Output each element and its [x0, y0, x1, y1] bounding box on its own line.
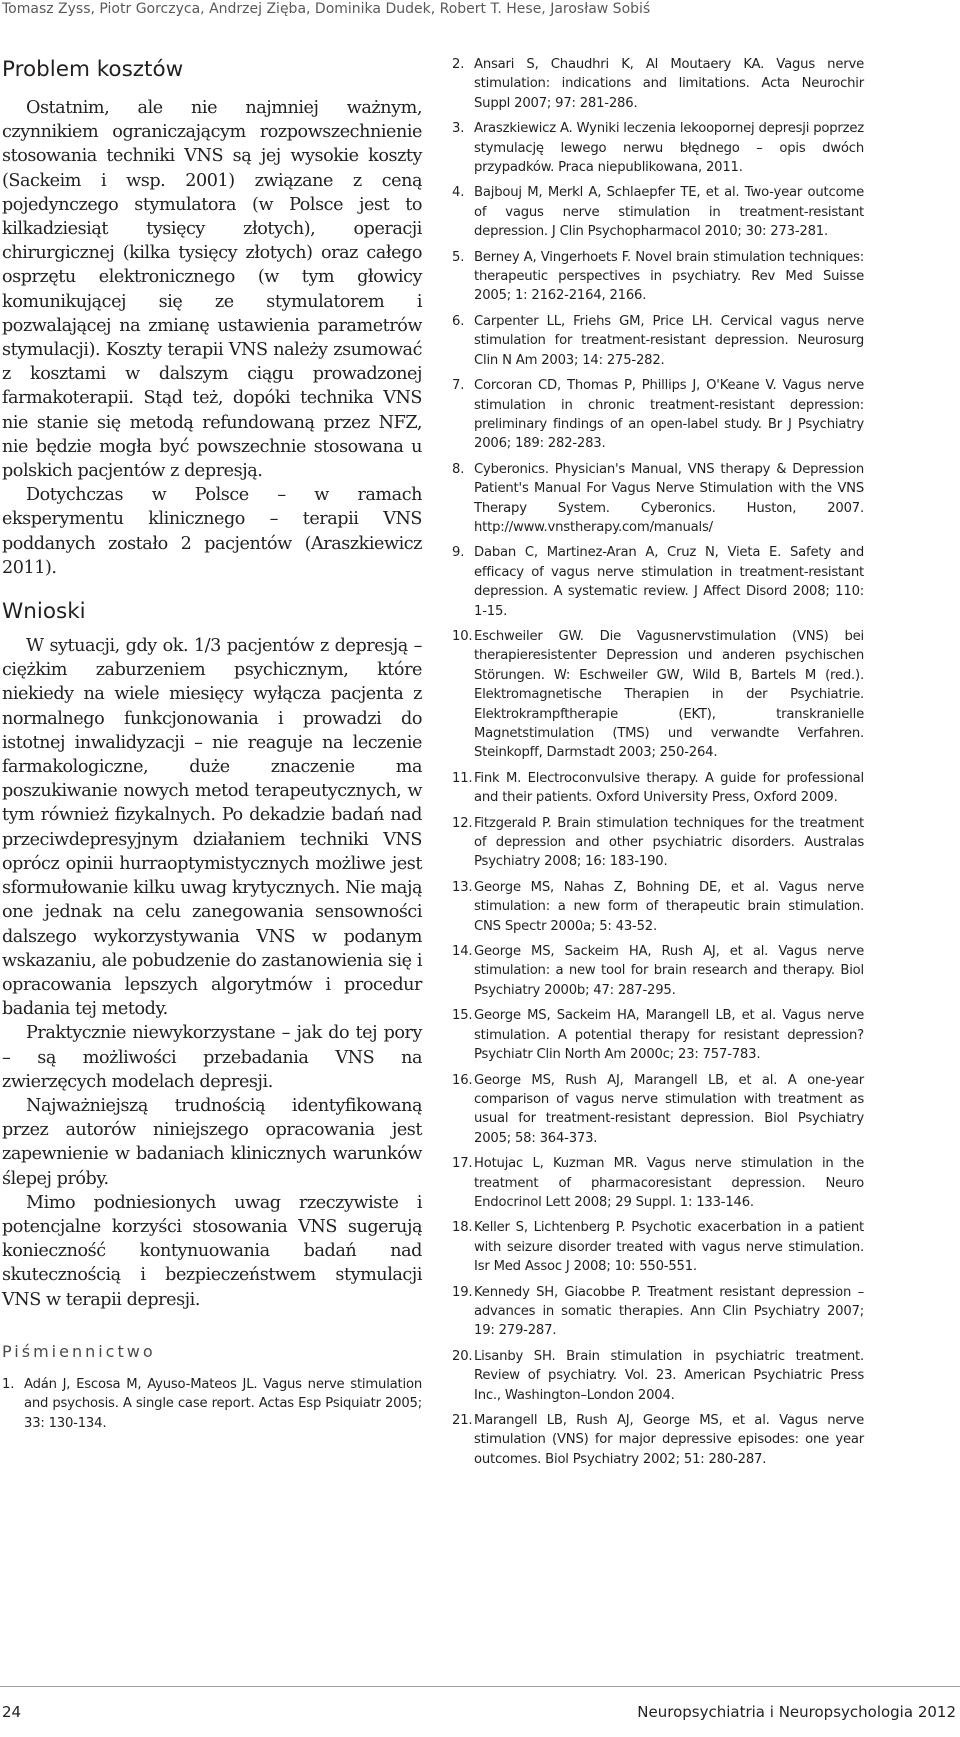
section-title-conclusions: Wnioski: [2, 599, 86, 625]
reference-item: [452, 814, 864, 872]
reference-item: [452, 312, 864, 370]
reference-text: Keller S, Lichtenberg P. Psychotic exacerbation in a patient with seizure disorder treated with vagus nerve stimulation. Isr Med Assoc J 2008; 10: 550-551.: [474, 1220, 864, 1275]
reference-number: 16.: [452, 1072, 473, 1088]
paragraph: Najważniejszą trudnością identyfikowaną przez autorów niniejszego opracowania jest zapewnienie w badaniach klinicznych warunków ślepej próby.: [2, 1095, 422, 1189]
reference-item: [452, 627, 864, 763]
reference-item: [452, 769, 864, 808]
reference-item: [452, 183, 864, 241]
reference-number: 6.: [452, 313, 465, 329]
reference-item: [452, 376, 864, 454]
reference-number: 19.: [452, 1284, 473, 1300]
reference-text: Hotujac L, Kuzman MR. Vagus nerve stimulation in the treatment of pharmacoresistant depression. Neuro Endocrinol Lett 2008; 29 Suppl. 1: 133-146.: [474, 1156, 864, 1210]
reference-number: 15.: [452, 1008, 473, 1024]
reference-item: [452, 1283, 864, 1341]
reference-item: [452, 1071, 864, 1149]
reference-text: Corcoran CD, Thomas P, Phillips J, O'Keane V. Vagus nerve stimulation in chronic treatment-resistant depression: preliminary findings of an open-label study. Br J Psychiatry 2006; 189: 282-283.: [474, 378, 864, 452]
reference-item: [452, 1347, 864, 1405]
paragraph: Ostatnim, ale nie najmniej ważnym, czynnikiem ograniczającym rozpowszechnienie stosowania techniki VNS są jej wysokie koszty (Sackeim i wsp. 2001) związane z ceną pojedynczego stymulatora (w Polsce jest to kilkadziesiąt tysięcy złotych), operacji chirurgicznej (kilka tysięcy złotych) oraz całego osprzętu elektronicznego (w tym głowicy komunikującej się ze stymulatorem i pozwalającej na zmianę ustawienia parametrów stymulacji). Koszty terapii VNS należy zsumować z kosztami w dalszym ciągu prowadzonej farmakoterapii. Stąd też, dopóki technika VNS nie stanie się metodą refundowaną przez NFZ, nie będzie mogła być powszechnie stosowana u polskich pacjentów z depresją.: [2, 98, 422, 482]
reference-number: 18.: [452, 1220, 473, 1236]
reference-number: 5.: [452, 249, 465, 265]
reference-number: 20.: [452, 1348, 473, 1364]
reference-item: [452, 1411, 864, 1469]
reference-item: [2, 1375, 422, 1433]
reference-text: Fitzgerald P. Brain stimulation techniques for the treatment of depression and other psychiatric disorders. Australas Psychiatry 2008; 16: 183-190.: [474, 815, 864, 870]
reference-number: 21.: [452, 1413, 473, 1428]
paragraph: Mimo podniesionych uwag rzeczywiste i potencjalne korzyści stosowania VNS sugerują konieczność kontynuowania badań nad skutecznością i bezpieczeństwem stymulacji VNS w terapii depresji.: [2, 1192, 422, 1310]
reference-number: 7.: [452, 378, 465, 394]
reference-item: [452, 248, 864, 306]
reference-number: 10.: [452, 628, 473, 644]
reference-text: Araszkiewicz A. Wyniki leczenia lekoopornej depresji poprzez stymulację lewego nerwu błędnego – opis dwóch przypadków. Praca niepublikowana, 2011.: [474, 121, 864, 176]
reference-item: [452, 942, 864, 1000]
reference-number: 14.: [452, 944, 473, 960]
footer-divider: [0, 1686, 960, 1687]
reference-item: [452, 543, 864, 621]
reference-text: Fink M. Electroconvulsive therapy. A guide for professional and their patients. Oxford University Press, Oxford 2009.: [474, 770, 864, 806]
running-header-authors: Tomasz Zyss, Piotr Gorczyca, Andrzej Zięba, Dominika Dudek, Robert T. Hese, Jarosław Sobiś: [2, 1, 651, 17]
reference-text: Cyberonics. Physician's Manual, VNS therapy & Depression Patient's Manual For Vagus Nerve Stimulation with the VNS Therapy System. Cyberonics. Huston, 2007. http://www.vnstherapy.com/manuals/: [474, 461, 864, 535]
reference-text: Kennedy SH, Giacobbe P. Treatment resistant depression – advances in somatic therapies. Ann Clin Psychiatry 2007; 19: 279-287.: [474, 1284, 864, 1339]
reference-number: 8.: [452, 461, 465, 477]
reference-number: 13.: [452, 879, 473, 895]
references-heading: Piśmiennictwo: [2, 1341, 156, 1361]
reference-text: Bajbouj M, Merkl A, Schlaepfer TE, et al. Two-year outcome of vagus nerve stimulation in treatment-resistant depression. J Clin Psychopharmacol 2010; 30: 273-281.: [474, 185, 864, 240]
right-column: [452, 55, 864, 1475]
reference-number: 17.: [452, 1156, 473, 1172]
reference-text: George MS, Rush AJ, Marangell LB, et al. A one-year comparison of vagus nerve stimulation with treatment as usual for treatment-resistant depression. Biol Psychiatry 2005; 58: 364-373.: [474, 1072, 864, 1146]
reference-item: [452, 1006, 864, 1064]
reference-item: [452, 55, 864, 113]
reference-item: [452, 119, 864, 177]
reference-text: Eschweiler GW. Die Vagusnervstimulation (VNS) bei therapieresistenter Depression und anderen psychischen Störungen. W: Eschweiler GW, Wild B, Bartels M (red.). Elektromagnetische Therapien in der Psychiatrie. Elektrokrampftherapie (EKT), transkranielle Magnetstimulation (TMS) und verwandte Verfahren. Steinkopff, Darmstadt 2003; 250-264.: [474, 628, 864, 761]
reference-text: Marangell LB, Rush AJ, George MS, et al. Vagus nerve stimulation (VNS) for major depressive episodes: one year outcomes. Biol Psychiatry 2002; 51: 280-287.: [474, 1413, 864, 1467]
left-column: [2, 50, 422, 1439]
reference-number: 9.: [452, 545, 465, 561]
reference-number: 4.: [452, 185, 465, 201]
reference-number: 11.: [452, 770, 473, 786]
reference-text: Daban C, Martinez-Aran A, Cruz N, Vieta E. Safety and efficacy of vagus nerve stimulation in treatment-resistant depression. A systematic review. J Affect Disord 2008; 110: 1-15.: [474, 545, 864, 619]
reference-text: Berney A, Vingerhoets F. Novel brain stimulation techniques: therapeutic perspectives in psychiatry. Rev Med Suisse 2005; 1: 2162-2164, 2166.: [474, 249, 864, 304]
reference-item: [452, 460, 864, 538]
reference-text: George MS, Sackeim HA, Marangell LB, et al. Vagus nerve stimulation. A potential therapy for resistant depression? Psychiatr Clin North Am 2000c; 23: 757-783.: [474, 1008, 864, 1063]
paragraph: W sytuacji, gdy ok. 1/3 pacjentów z depresją – ciężkim zaburzeniem psychicznym, które niekiedy na wiele miesięcy wyłącza pacjenta z normalnego funkcjonowania i prowadzi do istotnej inwalidyzacji – nie reaguje na leczenie farmakologiczne, duże znaczenie ma poszukiwanie nowych metod terapeutycznych, w tym również fizykalnych. Po dekadzie badań nad przeciwdepresyjnym działaniem techniki VNS oprócz opinii hurraoptymistycznych możliwe jest sformułowanie kilku uwag krytycznych. Nie mają one jednak na celu zanegowania sensowności dalszego wykorzystywania VNS w podanym wskazaniu, ale pobudzenie do zastanowienia się i opracowania lepszych algorytmów i procedur badania tej metody.: [2, 636, 422, 1020]
reference-number: 2.: [452, 57, 465, 72]
reference-number: 12.: [452, 815, 473, 831]
reference-number: 3.: [452, 121, 465, 137]
journal-name: Neuropsychiatria i Neuropsychologia 2012: [637, 1703, 956, 1721]
reference-text: Adán J, Escosa M, Ayuso-Mateos JL. Vagus nerve stimulation and psychosis. A single case report. Actas Esp Psiquiatr 2005; 33: 130-134.: [24, 1376, 422, 1431]
reference-text: George MS, Nahas Z, Bohning DE, et al. Vagus nerve stimulation: a new form of therapeutic brain stimulation. CNS Spectr 2000a; 5: 43-52.: [474, 879, 864, 934]
paragraph: Dotychczas w Polsce – w ramach eksperymentu klinicznego – terapii VNS poddanych zostało 2 pacjentów (Araszkiewicz 2011).: [2, 485, 422, 578]
page-number: 24: [2, 1703, 22, 1721]
reference-text: Carpenter LL, Friehs GM, Price LH. Cervical vagus nerve stimulation for treatment-resistant depression. Neurosurg Clin N Am 2003; 14: 275-282.: [474, 313, 864, 368]
reference-text: Lisanby SH. Brain stimulation in psychiatric treatment. Review of psychiatry. Vol. 23. American Psychiatric Press Inc., Washington–London 2004.: [474, 1348, 864, 1403]
reference-item: [452, 878, 864, 936]
section-title-costs: Problem kosztów: [2, 57, 184, 82]
reference-number: 1.: [2, 1376, 15, 1392]
reference-item: [452, 1154, 864, 1212]
reference-text: George MS, Sackeim HA, Rush AJ, et al. Vagus nerve stimulation: a new tool for brain research and therapy. Biol Psychiatry 2000b; 47: 287-295.: [474, 944, 864, 998]
paragraph: Praktycznie niewykorzystane – jak do tej pory – są możliwości przebadania VNS na zwierzęcych modelach depresji.: [2, 1023, 422, 1092]
reference-item: [452, 1218, 864, 1276]
reference-text: Ansari S, Chaudhri K, Al Moutaery KA. Vagus nerve stimulation: indications and limitations. Acta Neurochir Suppl 2007; 97: 281-286.: [474, 57, 864, 111]
